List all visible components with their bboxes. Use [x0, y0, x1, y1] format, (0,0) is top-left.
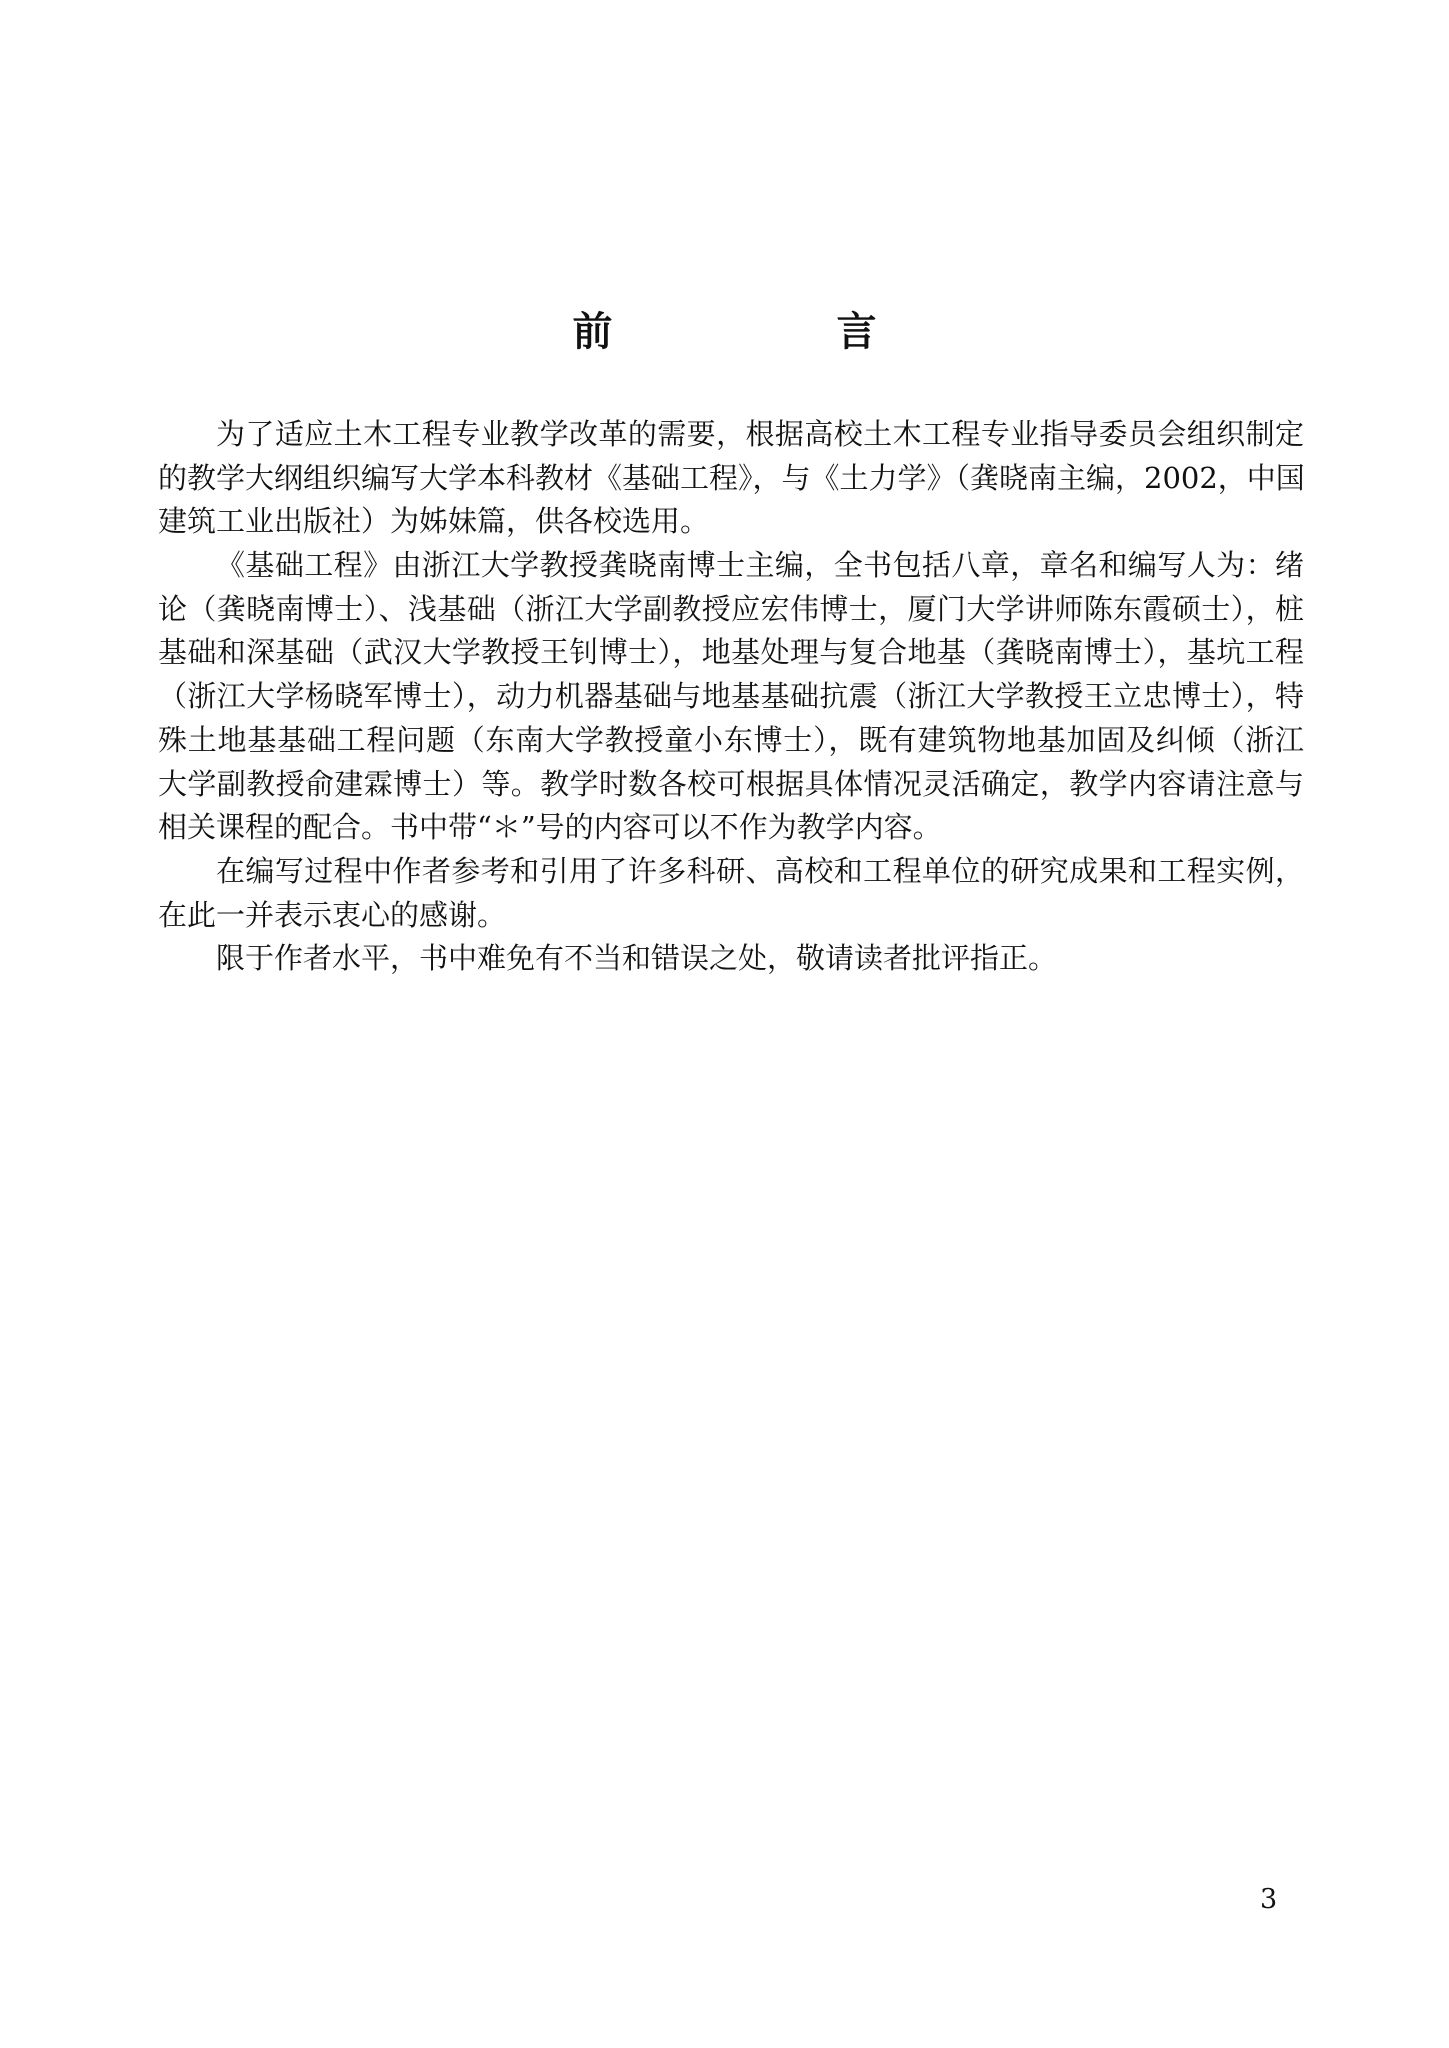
paragraph-3: [158, 850, 1304, 937]
text-line: 论（龚晓南博士）、浅基础（浙江大学副教授应宏伟博士，厦门大学讲师陈东霞硕士），桩: [158, 591, 1304, 626]
text-line: 建筑工业出版社）为姊妹篇，供各校选用。: [158, 504, 710, 539]
text-line: （浙江大学杨晓军博士），动力机器基础与地基基础抗震（浙江大学教授王立忠博士），特: [158, 679, 1304, 714]
paragraph-4: [158, 937, 1304, 981]
page-title: 前 言: [572, 309, 969, 355]
text-line: 《基础工程》由浙江大学教授龚晓南博士主编，全书包括八章，章名和编写人为：绪: [216, 548, 1304, 583]
text-line: 的教学大纲组织编写大学本科教材《基础工程》，与《土力学》（龚晓南主编，2002，中国: [158, 460, 1305, 495]
paragraph-1: [158, 413, 1304, 544]
text-line: 基础和深基础（武汉大学教授王钊博士），地基处理与复合地基（龚晓南博士），基坑工程: [158, 635, 1304, 670]
paragraph-2: [158, 544, 1304, 850]
text-line: 相关课程的配合。书中带“＊”号的内容可以不作为教学内容。: [158, 810, 942, 845]
page-number: 3: [1260, 1884, 1278, 1915]
preface-body: [158, 413, 1304, 981]
text-line: 限于作者水平，书中难免有不当和错误之处，敬请读者批评指正。: [216, 941, 1058, 976]
text-line: 在编写过程中作者参考和引用了许多科研、高校和工程单位的研究成果和工程实例，: [216, 853, 1304, 888]
text-line: 大学副教授俞建霖博士）等。教学时数各校可根据具体情况灵活确定，教学内容请注意与: [158, 766, 1304, 801]
text-line: 为了适应土木工程专业教学改革的需要，根据高校土木工程专业指导委员会组织制定: [216, 417, 1304, 451]
text-line: 在此一并表示衷心的感谢。: [158, 897, 507, 932]
text-line: 殊土地基基础工程问题（东南大学教授童小东博士），既有建筑物地基加固及纠倾（浙江: [158, 722, 1304, 757]
